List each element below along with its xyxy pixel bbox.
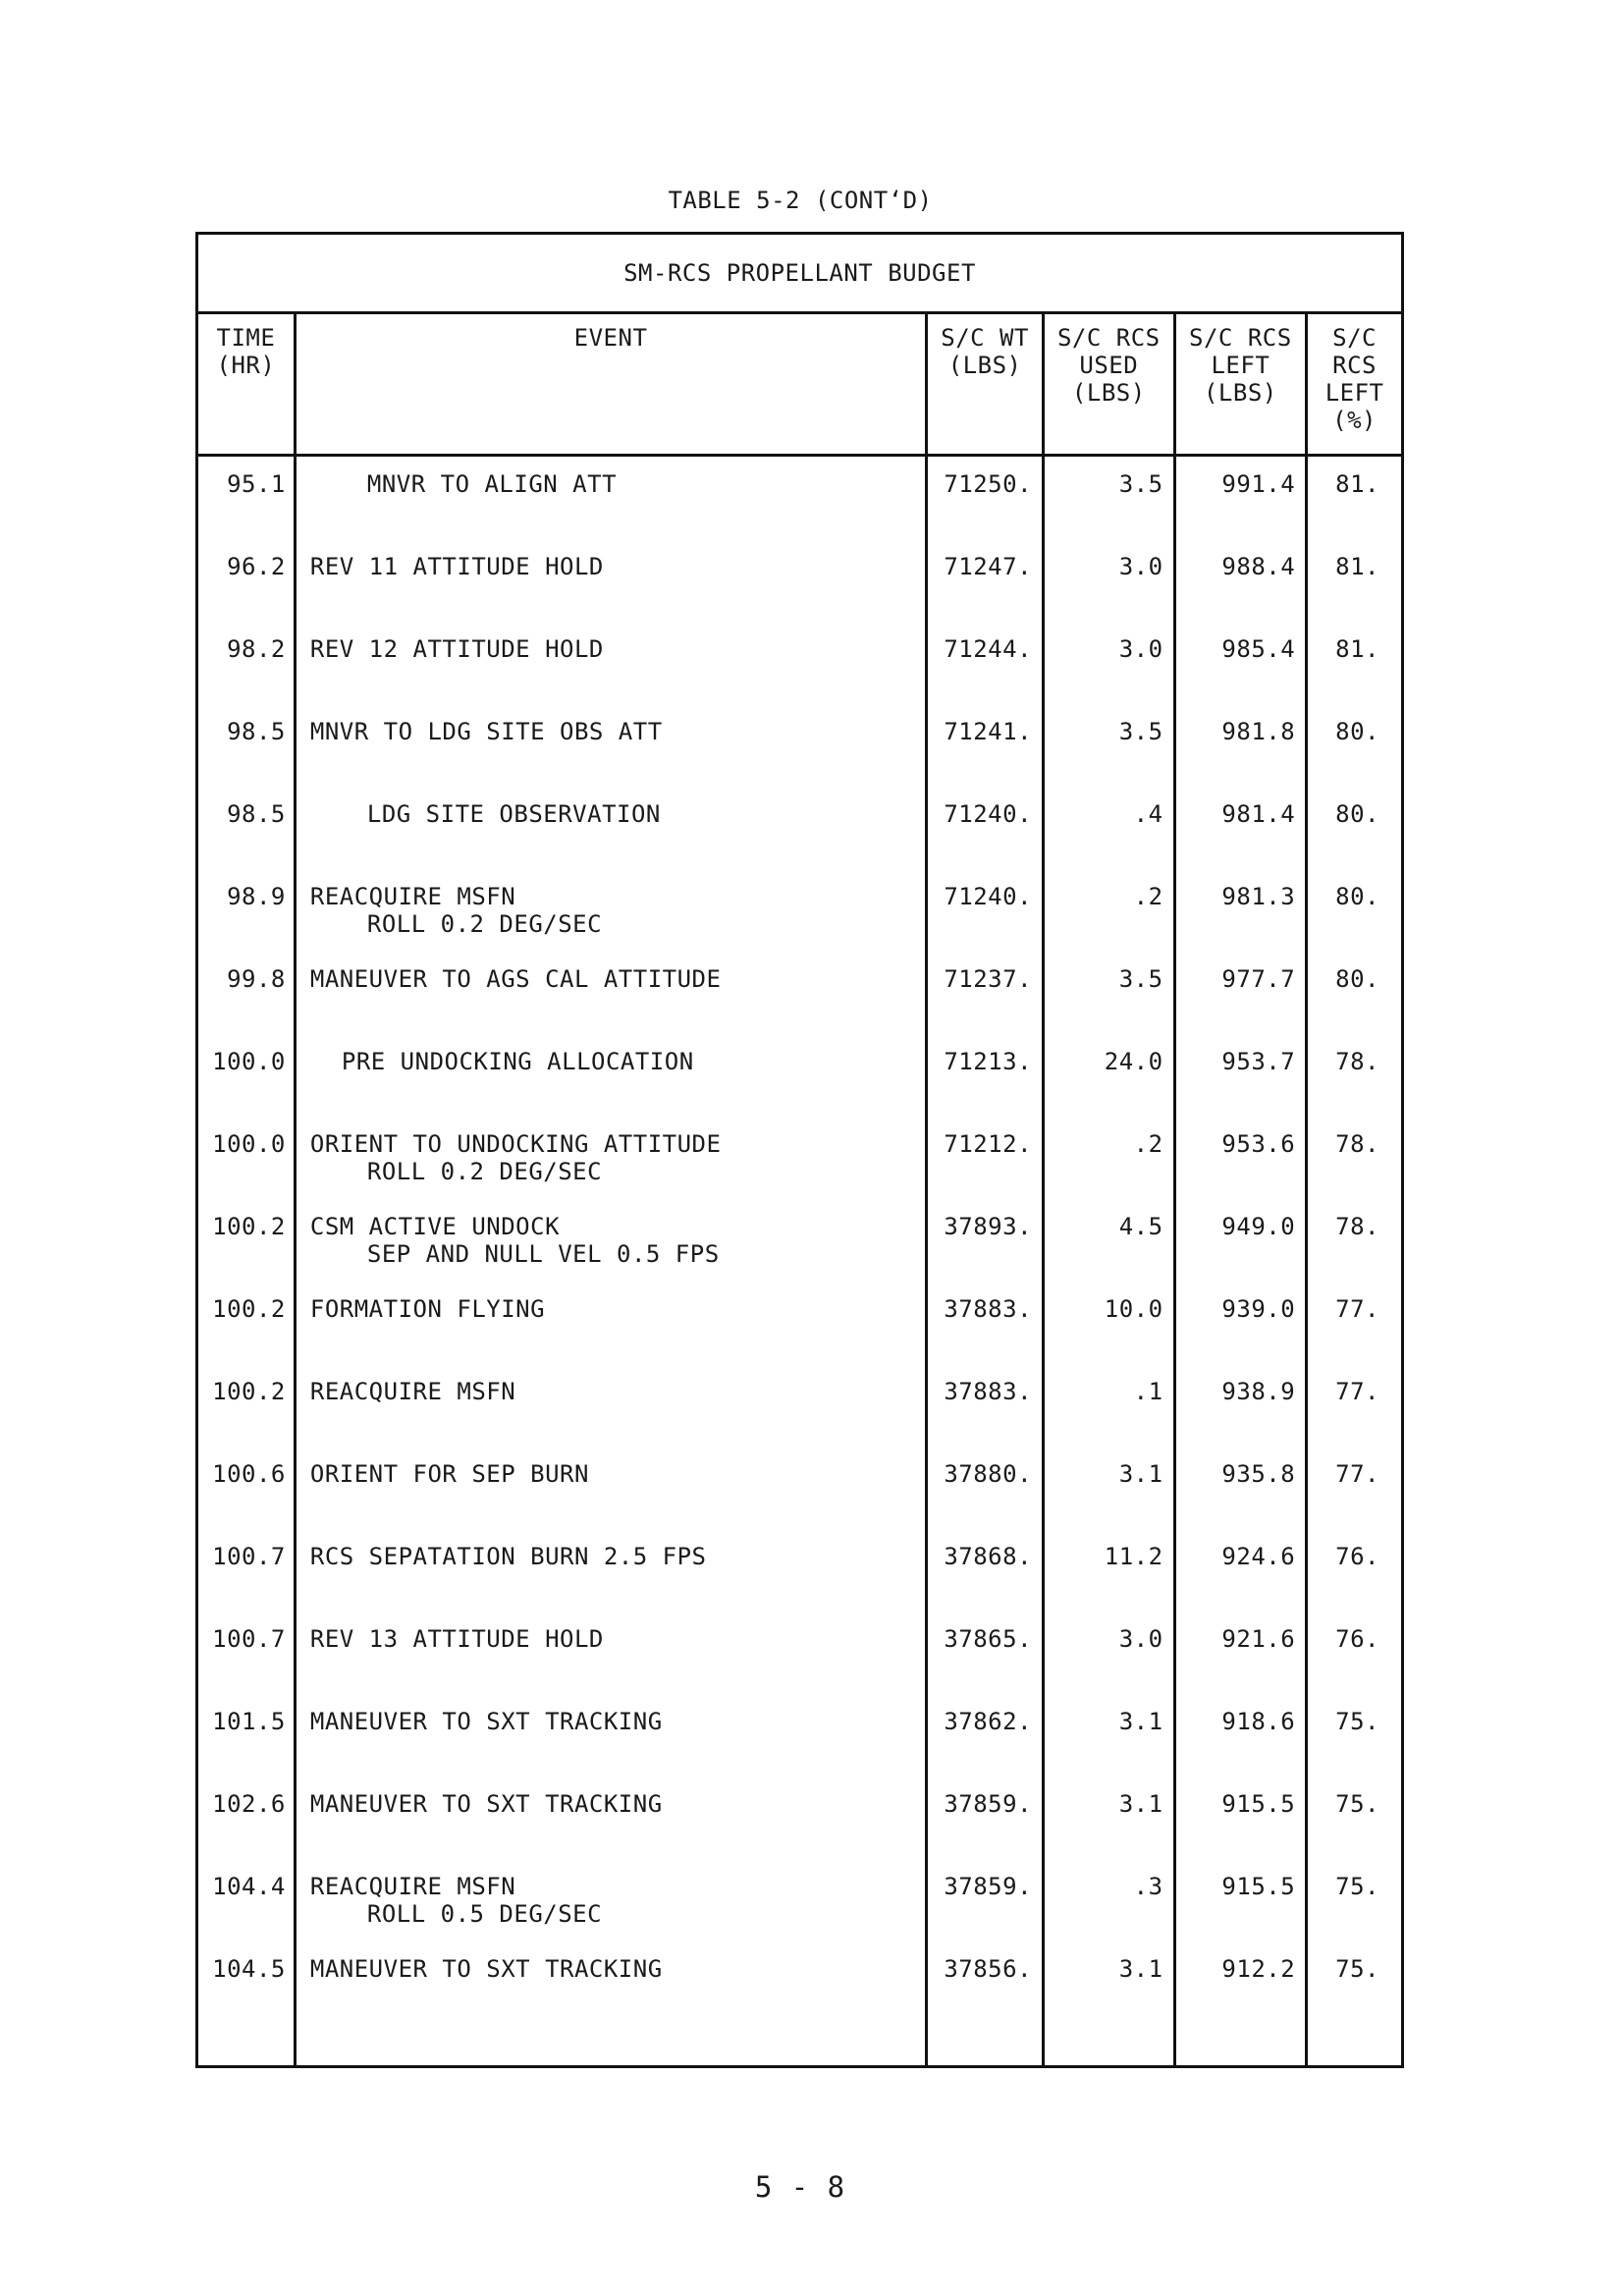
cell-rcs-used: 3.1 — [1044, 1955, 1175, 2038]
cell-time: 100.0 — [197, 1048, 296, 1130]
event-sub-label: SEP AND NULL VEL 0.5 FPS — [366, 1240, 720, 1268]
cell-event — [295, 1460, 926, 1543]
cell-rcs-used: 3.1 — [1044, 1790, 1175, 1873]
cell-event — [295, 1625, 926, 1708]
cell-rcs-used: .2 — [1044, 883, 1175, 965]
cell-sc-weight: 71237. — [927, 965, 1044, 1048]
cell-time: 100.2 — [197, 1213, 296, 1295]
cell-event — [295, 1955, 926, 2038]
cell-rcs-left-pct: 80. — [1307, 800, 1403, 883]
cell-rcs-left: 991.4 — [1174, 470, 1307, 553]
cell-rcs-left: 915.5 — [1174, 1790, 1307, 1873]
cell-rcs-left: 981.3 — [1174, 883, 1307, 965]
cell-rcs-left-pct: 80. — [1307, 883, 1403, 965]
cell-time: 95.1 — [197, 470, 296, 553]
cell-rcs-left-pct: 80. — [1307, 965, 1403, 1048]
table-row — [197, 553, 1403, 635]
cell-rcs-left: 938.9 — [1174, 1378, 1307, 1460]
event-label: REV 12 ATTITUDE HOLD — [309, 635, 604, 663]
cell-time: 100.2 — [197, 1378, 296, 1460]
cell-rcs-used: 11.2 — [1044, 1543, 1175, 1625]
cell-time: 98.5 — [197, 718, 296, 800]
cell-time: 102.6 — [197, 1790, 296, 1873]
table-row — [197, 1790, 1403, 1873]
cell-event — [295, 553, 926, 635]
cell-time: 96.2 — [197, 553, 296, 635]
cell-rcs-left-pct: 75. — [1307, 1955, 1403, 2038]
table-row — [197, 1213, 1403, 1295]
cell-event — [295, 1708, 926, 1790]
table-row — [197, 718, 1403, 800]
event-label: REACQUIRE MSFN — [309, 1378, 516, 1405]
cell-time: 100.2 — [197, 1295, 296, 1378]
header-event: EVENT — [295, 313, 926, 456]
event-label: ORIENT TO UNDOCKING ATTITUDE — [309, 1130, 722, 1158]
cell-event — [295, 883, 926, 965]
event-sub-label: ROLL 0.2 DEG/SEC — [366, 1158, 603, 1185]
cell-rcs-left-pct: 76. — [1307, 1543, 1403, 1625]
event-label: FORMATION FLYING — [309, 1295, 546, 1323]
table-row — [197, 1873, 1403, 1955]
cell-sc-weight: 71240. — [927, 800, 1044, 883]
cell-rcs-used: 4.5 — [1044, 1213, 1175, 1295]
cell-rcs-used: 3.0 — [1044, 553, 1175, 635]
header-sc-weight: S/C WT (LBS) — [927, 313, 1044, 456]
cell-time: 100.7 — [197, 1543, 296, 1625]
cell-rcs-left-pct: 78. — [1307, 1130, 1403, 1213]
cell-rcs-used: .4 — [1044, 800, 1175, 883]
event-label: LDG SITE OBSERVATION — [366, 800, 661, 828]
cell-sc-weight: 37859. — [927, 1790, 1044, 1873]
event-label: PRE UNDOCKING ALLOCATION — [341, 1048, 694, 1075]
header-rcs-used: S/C RCS USED (LBS) — [1044, 313, 1175, 456]
column-header-row — [197, 313, 1403, 456]
table-row — [197, 800, 1403, 883]
cell-event — [295, 1873, 926, 1955]
cell-time: 101.5 — [197, 1708, 296, 1790]
cell-sc-weight: 37862. — [927, 1708, 1044, 1790]
cell-event — [295, 1295, 926, 1378]
event-label: CSM ACTIVE UNDOCK — [309, 1213, 561, 1240]
cell-rcs-left: 988.4 — [1174, 553, 1307, 635]
cell-sc-weight: 71244. — [927, 635, 1044, 718]
cell-sc-weight: 71212. — [927, 1130, 1044, 1213]
cell-rcs-used: 24.0 — [1044, 1048, 1175, 1130]
event-sub-label: ROLL 0.5 DEG/SEC — [366, 1900, 603, 1928]
cell-event — [295, 1378, 926, 1460]
table-row — [197, 1543, 1403, 1625]
cell-event — [295, 470, 926, 553]
cell-rcs-left: 977.7 — [1174, 965, 1307, 1048]
cell-sc-weight: 71250. — [927, 470, 1044, 553]
cell-time: 100.0 — [197, 1130, 296, 1213]
cell-rcs-left: 953.7 — [1174, 1048, 1307, 1130]
cell-rcs-left-pct: 81. — [1307, 470, 1403, 553]
cell-sc-weight: 37856. — [927, 1955, 1044, 2038]
cell-rcs-left-pct: 76. — [1307, 1625, 1403, 1708]
event-label: MNVR TO LDG SITE OBS ATT — [309, 718, 663, 745]
cell-event — [295, 1048, 926, 1130]
event-sub-label: ROLL 0.2 DEG/SEC — [366, 910, 603, 938]
event-label: MANEUVER TO SXT TRACKING — [309, 1955, 663, 1983]
cell-rcs-left: 981.8 — [1174, 718, 1307, 800]
cell-sc-weight: 71241. — [927, 718, 1044, 800]
event-label: REV 13 ATTITUDE HOLD — [309, 1625, 604, 1653]
propellant-budget-table — [195, 232, 1404, 2068]
event-label: REACQUIRE MSFN — [309, 1873, 516, 1900]
cell-rcs-left-pct: 77. — [1307, 1295, 1403, 1378]
cell-sc-weight: 37868. — [927, 1543, 1044, 1625]
cell-sc-weight: 71240. — [927, 883, 1044, 965]
cell-time: 99.8 — [197, 965, 296, 1048]
cell-event — [295, 800, 926, 883]
cell-rcs-used: 3.5 — [1044, 470, 1175, 553]
cell-sc-weight: 37893. — [927, 1213, 1044, 1295]
cell-rcs-left-pct: 75. — [1307, 1790, 1403, 1873]
cell-rcs-left: 953.6 — [1174, 1130, 1307, 1213]
cell-rcs-left: 981.4 — [1174, 800, 1307, 883]
cell-event — [295, 1130, 926, 1213]
cell-time: 104.4 — [197, 1873, 296, 1955]
cell-event — [295, 1543, 926, 1625]
event-label: REV 11 ATTITUDE HOLD — [309, 553, 604, 580]
cell-rcs-left-pct: 78. — [1307, 1213, 1403, 1295]
table-body — [197, 456, 1403, 2067]
cell-rcs-left-pct: 77. — [1307, 1460, 1403, 1543]
cell-rcs-left-pct: 75. — [1307, 1873, 1403, 1955]
header-rcs-left-pct: S/C RCS LEFT (%) — [1307, 313, 1403, 456]
cell-event — [295, 1790, 926, 1873]
cell-event — [295, 635, 926, 718]
table-row — [197, 1378, 1403, 1460]
header-time: TIME (HR) — [197, 313, 296, 456]
cell-time: 98.2 — [197, 635, 296, 718]
cell-rcs-used: 10.0 — [1044, 1295, 1175, 1378]
table-row — [197, 1460, 1403, 1543]
table-row — [197, 1625, 1403, 1708]
cell-time: 100.7 — [197, 1625, 296, 1708]
cell-rcs-left: 924.6 — [1174, 1543, 1307, 1625]
cell-rcs-used: 3.0 — [1044, 1625, 1175, 1708]
table-row — [197, 635, 1403, 718]
cell-rcs-left-pct: 80. — [1307, 718, 1403, 800]
event-label: RCS SEPATATION BURN 2.5 FPS — [309, 1543, 707, 1570]
cell-rcs-left-pct: 77. — [1307, 1378, 1403, 1460]
event-label: MANEUVER TO SXT TRACKING — [309, 1708, 663, 1735]
event-label: MNVR TO ALIGN ATT — [366, 470, 618, 498]
cell-time: 104.5 — [197, 1955, 296, 2038]
table-title: SM-RCS PROPELLANT BUDGET — [197, 234, 1403, 313]
event-label: REACQUIRE MSFN — [309, 883, 516, 910]
table-row — [197, 470, 1403, 553]
cell-event — [295, 718, 926, 800]
cell-rcs-left: 985.4 — [1174, 635, 1307, 718]
cell-sc-weight: 71213. — [927, 1048, 1044, 1130]
cell-sc-weight: 71247. — [927, 553, 1044, 635]
cell-rcs-used: 3.5 — [1044, 965, 1175, 1048]
header-rcs-left: S/C RCS LEFT (LBS) — [1174, 313, 1307, 456]
table-row — [197, 1295, 1403, 1378]
cell-rcs-left: 915.5 — [1174, 1873, 1307, 1955]
cell-time: 100.6 — [197, 1460, 296, 1543]
table-row — [197, 883, 1403, 965]
cell-sc-weight: 37859. — [927, 1873, 1044, 1955]
cell-rcs-used: .1 — [1044, 1378, 1175, 1460]
table-caption: TABLE 5-2 (CONT‘D) — [668, 187, 933, 214]
cell-sc-weight: 37883. — [927, 1295, 1044, 1378]
table-row — [197, 965, 1403, 1048]
cell-rcs-used: .3 — [1044, 1873, 1175, 1955]
cell-event — [295, 1213, 926, 1295]
cell-rcs-used: 3.0 — [1044, 635, 1175, 718]
cell-rcs-left: 921.6 — [1174, 1625, 1307, 1708]
cell-rcs-left-pct: 81. — [1307, 635, 1403, 718]
cell-rcs-left-pct: 78. — [1307, 1048, 1403, 1130]
cell-rcs-left: 918.6 — [1174, 1708, 1307, 1790]
cell-rcs-used: 3.1 — [1044, 1460, 1175, 1543]
cell-rcs-left: 939.0 — [1174, 1295, 1307, 1378]
table-row — [197, 1048, 1403, 1130]
cell-rcs-left-pct: 81. — [1307, 553, 1403, 635]
cell-rcs-used: 3.5 — [1044, 718, 1175, 800]
cell-rcs-used: 3.1 — [1044, 1708, 1175, 1790]
cell-sc-weight: 37880. — [927, 1460, 1044, 1543]
cell-rcs-used: .2 — [1044, 1130, 1175, 1213]
event-label: MANEUVER TO AGS CAL ATTITUDE — [309, 965, 722, 993]
cell-sc-weight: 37865. — [927, 1625, 1044, 1708]
cell-time: 98.5 — [197, 800, 296, 883]
cell-rcs-left: 949.0 — [1174, 1213, 1307, 1295]
event-label: ORIENT FOR SEP BURN — [309, 1460, 589, 1488]
cell-rcs-left: 935.8 — [1174, 1460, 1307, 1543]
cell-rcs-left: 912.2 — [1174, 1955, 1307, 2038]
cell-event — [295, 965, 926, 1048]
cell-time: 98.9 — [197, 883, 296, 965]
cell-rcs-left-pct: 75. — [1307, 1708, 1403, 1790]
event-label: MANEUVER TO SXT TRACKING — [309, 1790, 663, 1818]
table-row — [197, 1708, 1403, 1790]
cell-sc-weight: 37883. — [927, 1378, 1044, 1460]
page-number: 5 - 8 — [754, 2170, 846, 2204]
table-row — [197, 1955, 1403, 2038]
table-row — [197, 1130, 1403, 1213]
